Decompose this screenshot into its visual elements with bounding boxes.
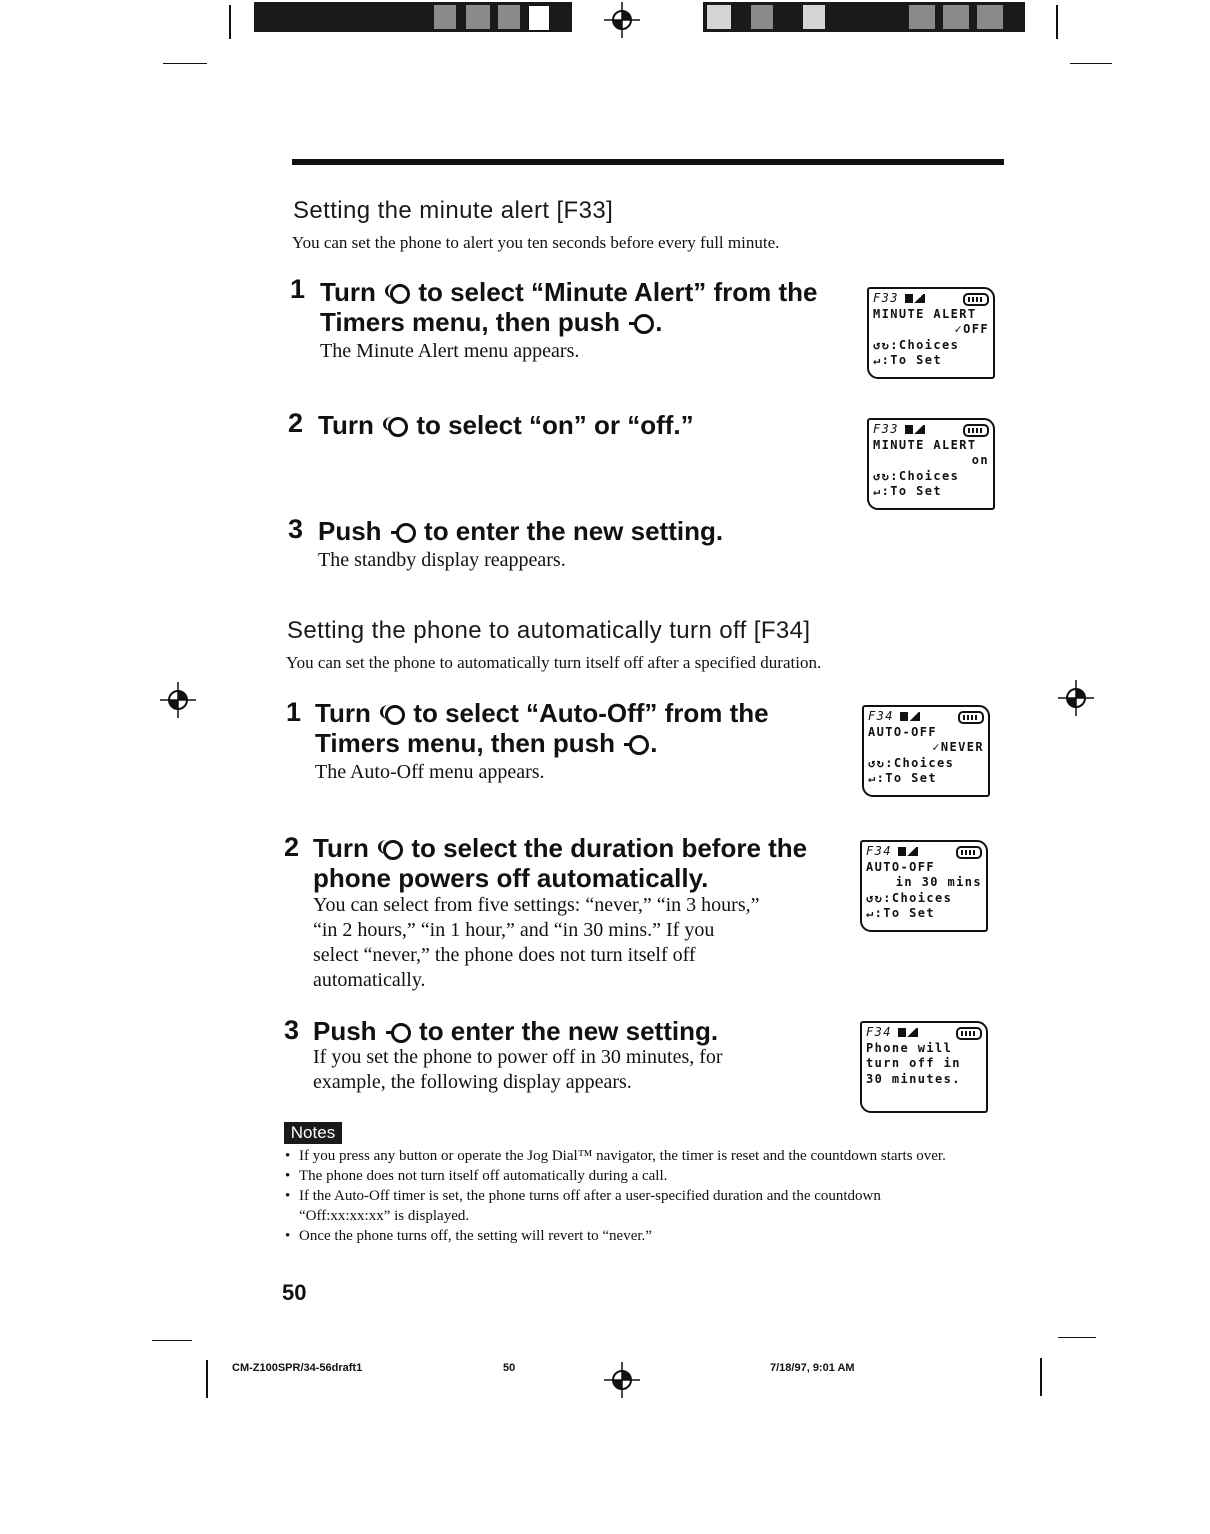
battery-icon [963, 293, 989, 306]
header-rule [292, 159, 1004, 165]
registration-mark-icon [604, 2, 640, 38]
lcd-display: F33 MINUTE ALERT ✓OFF ↺↻:Choices ↵:To Set [867, 287, 995, 379]
lcd-display: F34 AUTO-OFF in 30 mins ↺↻:Choices ↵:To Set [860, 840, 988, 932]
note-item: • If you press any button or operate the Jog Dial™ navigator, the timer is reset and the countdown starts over. [284, 1146, 964, 1166]
signal-bars-icon [906, 847, 918, 856]
footer-file-name: CM-Z100SPR/34-56draft1 [232, 1362, 363, 1374]
trim-mark [206, 1360, 208, 1398]
trim-mark [1058, 1337, 1096, 1338]
step-title: Turn to select “on” or “off.” [318, 410, 694, 440]
signal-bars-icon [913, 425, 925, 434]
color-bar-right [703, 2, 1025, 32]
jog-dial-push-icon [391, 522, 415, 542]
signal-icon [905, 425, 913, 434]
step-number: 1 [290, 274, 306, 304]
step-number: 3 [284, 1015, 300, 1045]
signal-bars-icon [908, 712, 920, 721]
step-number: 2 [288, 408, 304, 438]
section-title: Setting the phone to automatically turn off [F34] [287, 617, 811, 644]
signal-bars-icon [906, 1028, 918, 1037]
registration-mark-icon [1058, 680, 1094, 716]
jog-dial-turn-icon [383, 416, 407, 436]
trim-mark [152, 1340, 192, 1341]
trim-mark [1056, 5, 1058, 39]
signal-icon [898, 1028, 906, 1037]
step-title: Turn to select the duration before the phone powers off automatically. [313, 833, 808, 893]
step-body: If you set the phone to power off in 30 minutes, for example, the following display appears. [313, 1046, 723, 1093]
lcd-display: F34 AUTO-OFF ✓NEVER ↺↻:Choices ↵:To Set [862, 705, 990, 797]
signal-icon [898, 847, 906, 856]
footer-date: 7/18/97, 9:01 AM [770, 1362, 855, 1374]
jog-dial-push-icon [624, 734, 648, 754]
footer-page-number: 50 [503, 1362, 516, 1374]
jog-dial-push-icon [386, 1022, 410, 1042]
section-title: Setting the minute alert [F33] [293, 197, 614, 224]
page-number: 50 [282, 1280, 307, 1305]
battery-icon [956, 1027, 982, 1040]
step-body: You can select from five settings: “never,” “in 3 hours,” “in 2 hours,” “in 1 hour,” and “in 30 mins.” If you select “never,” the phone does not turn itself off automatically. [313, 894, 760, 991]
trim-mark [1070, 63, 1112, 64]
signal-icon [905, 294, 913, 303]
step-title: Turn to select “Minute Alert” from the Timers menu, then push . [320, 277, 818, 337]
battery-icon [958, 711, 984, 724]
battery-icon [956, 846, 982, 859]
trim-mark [1040, 1358, 1042, 1396]
jog-dial-turn-icon [385, 283, 409, 303]
step-title: Turn to select “Auto-Off” from the Timers menu, then push . [315, 698, 769, 758]
color-bar-left [254, 2, 572, 32]
jog-dial-turn-icon [378, 839, 402, 859]
notes-label: Notes [284, 1122, 342, 1144]
step-number: 1 [286, 697, 302, 727]
section-intro: You can set the phone to alert you ten seconds before every full minute. [292, 233, 780, 252]
section-intro: You can set the phone to automatically turn itself off after a specified duration. [286, 653, 822, 672]
step-body: The standby display reappears. [318, 549, 566, 571]
battery-icon [963, 424, 989, 437]
lcd-display: F33 MINUTE ALERT on ↺↻:Choices ↵:To Set [867, 418, 995, 510]
jog-dial-turn-icon [380, 704, 404, 724]
signal-bars-icon [913, 294, 925, 303]
note-item: • The phone does not turn itself off automatically during a call. [284, 1166, 964, 1186]
trim-mark [163, 63, 207, 64]
step-title: Push to enter the new setting. [313, 1016, 719, 1046]
trim-mark [229, 5, 231, 39]
note-item: • Once the phone turns off, the setting will revert to “never.” [284, 1226, 964, 1246]
registration-mark-icon [160, 682, 196, 718]
step-body: The Minute Alert menu appears. [320, 340, 580, 362]
step-body: The Auto-Off menu appears. [315, 761, 545, 783]
jog-dial-push-icon [629, 313, 653, 333]
notes-list [284, 1146, 964, 1246]
step-number: 3 [288, 514, 304, 544]
step-number: 2 [284, 832, 300, 862]
registration-mark-icon [604, 1362, 640, 1398]
signal-icon [900, 712, 908, 721]
step-title: Push to enter the new setting. [318, 516, 724, 546]
lcd-display: F34 Phone will turn off in 30 minutes. [860, 1021, 988, 1113]
note-item: • If the Auto-Off timer is set, the phone turns off after a user-specified duration and the countdown “Off:xx:xx:xx” is displayed. [284, 1186, 964, 1226]
